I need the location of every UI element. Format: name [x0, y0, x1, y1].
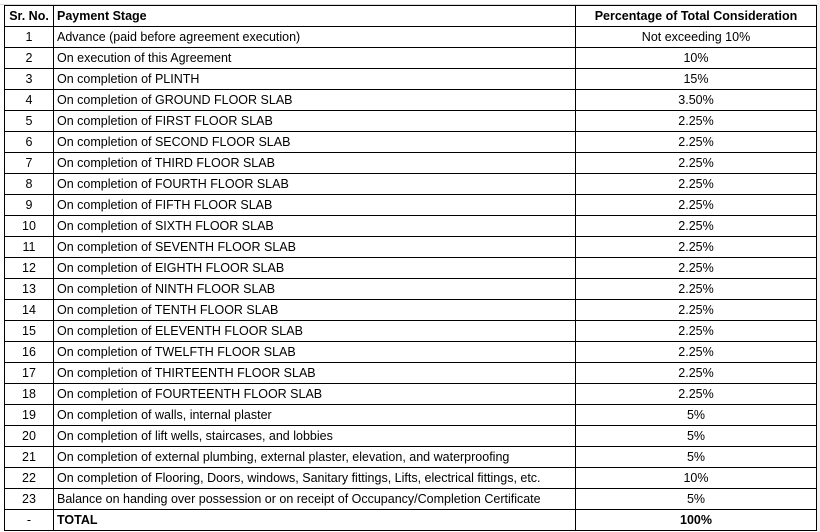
sr-no-cell[interactable]: 2	[5, 48, 54, 69]
table-row	[5, 27, 817, 48]
percentage-cell[interactable]: 2.25%	[576, 258, 817, 279]
sr-no-cell[interactable]: 12	[5, 258, 54, 279]
sr-no-cell[interactable]: 6	[5, 132, 54, 153]
payment-stage-cell[interactable]: On completion of FOURTEENTH FLOOR SLAB	[54, 384, 576, 405]
percentage-cell[interactable]: 2.25%	[576, 342, 817, 363]
sr-no-cell[interactable]: 5	[5, 111, 54, 132]
payment-stage-cell[interactable]: Balance on handing over possession or on receipt of Occupancy/Completion Certificate	[54, 489, 576, 510]
sr-no-cell[interactable]: 15	[5, 321, 54, 342]
table-row	[5, 174, 817, 195]
payment-stage-cell[interactable]: On completion of Flooring, Doors, windows, Sanitary fittings, Lifts, electrical fittings, etc.	[54, 468, 576, 489]
total-sr-cell[interactable]: -	[5, 510, 54, 531]
sr-no-cell[interactable]: 22	[5, 468, 54, 489]
header-sr-no[interactable]: Sr. No.	[5, 6, 54, 27]
percentage-cell[interactable]: 5%	[576, 405, 817, 426]
payment-stage-cell[interactable]: On completion of THIRTEENTH FLOOR SLAB	[54, 363, 576, 384]
table-row	[5, 342, 817, 363]
table-row	[5, 216, 817, 237]
table-row	[5, 195, 817, 216]
percentage-cell[interactable]: 2.25%	[576, 237, 817, 258]
percentage-cell[interactable]: 3.50%	[576, 90, 817, 111]
sr-no-cell[interactable]: 3	[5, 69, 54, 90]
payment-stage-cell[interactable]: On completion of TWELFTH FLOOR SLAB	[54, 342, 576, 363]
payment-stage-cell[interactable]: On execution of this Agreement	[54, 48, 576, 69]
payment-stage-cell[interactable]: On completion of ELEVENTH FLOOR SLAB	[54, 321, 576, 342]
sr-no-cell[interactable]: 7	[5, 153, 54, 174]
percentage-cell[interactable]: 2.25%	[576, 363, 817, 384]
payment-stage-cell[interactable]: On completion of lift wells, staircases, and lobbies	[54, 426, 576, 447]
payment-stage-cell[interactable]: On completion of SIXTH FLOOR SLAB	[54, 216, 576, 237]
table-row	[5, 90, 817, 111]
payment-stage-cell[interactable]: On completion of PLINTH	[54, 69, 576, 90]
total-label-cell[interactable]: TOTAL	[54, 510, 576, 531]
sr-no-cell[interactable]: 16	[5, 342, 54, 363]
percentage-cell[interactable]: 2.25%	[576, 321, 817, 342]
table-row	[5, 279, 817, 300]
payment-stage-cell[interactable]: On completion of TENTH FLOOR SLAB	[54, 300, 576, 321]
sr-no-cell[interactable]: 10	[5, 216, 54, 237]
sr-no-cell[interactable]: 21	[5, 447, 54, 468]
sr-no-cell[interactable]: 1	[5, 27, 54, 48]
payment-stage-cell[interactable]: On completion of walls, internal plaster	[54, 405, 576, 426]
percentage-cell[interactable]: Not exceeding 10%	[576, 27, 817, 48]
table-body	[5, 27, 817, 531]
table-row	[5, 447, 817, 468]
sr-no-cell[interactable]: 11	[5, 237, 54, 258]
header-payment-stage[interactable]: Payment Stage	[54, 6, 576, 27]
total-percentage-cell[interactable]: 100%	[576, 510, 817, 531]
percentage-cell[interactable]: 5%	[576, 426, 817, 447]
header-percentage[interactable]: Percentage of Total Consideration	[576, 6, 817, 27]
payment-stage-cell[interactable]: On completion of THIRD FLOOR SLAB	[54, 153, 576, 174]
header-row	[5, 6, 817, 27]
percentage-cell[interactable]: 15%	[576, 69, 817, 90]
payment-stage-cell[interactable]: On completion of GROUND FLOOR SLAB	[54, 90, 576, 111]
payment-stage-cell[interactable]: On completion of FIFTH FLOOR SLAB	[54, 195, 576, 216]
payment-stage-cell[interactable]: On completion of EIGHTH FLOOR SLAB	[54, 258, 576, 279]
table-row	[5, 48, 817, 69]
table-row	[5, 384, 817, 405]
table-row	[5, 405, 817, 426]
sr-no-cell[interactable]: 20	[5, 426, 54, 447]
percentage-cell[interactable]: 5%	[576, 489, 817, 510]
total-row	[5, 510, 817, 531]
percentage-cell[interactable]: 2.25%	[576, 279, 817, 300]
table-row	[5, 363, 817, 384]
table-row	[5, 153, 817, 174]
sr-no-cell[interactable]: 17	[5, 363, 54, 384]
table-row	[5, 489, 817, 510]
percentage-cell[interactable]: 2.25%	[576, 111, 817, 132]
payment-stage-cell[interactable]: Advance (paid before agreement execution)	[54, 27, 576, 48]
sr-no-cell[interactable]: 23	[5, 489, 54, 510]
percentage-cell[interactable]: 2.25%	[576, 384, 817, 405]
percentage-cell[interactable]: 2.25%	[576, 300, 817, 321]
table-row	[5, 258, 817, 279]
table-row	[5, 237, 817, 258]
payment-stage-cell[interactable]: On completion of FIRST FLOOR SLAB	[54, 111, 576, 132]
table-row	[5, 69, 817, 90]
table-row	[5, 321, 817, 342]
sr-no-cell[interactable]: 19	[5, 405, 54, 426]
payment-schedule-table	[4, 5, 817, 531]
percentage-cell[interactable]: 10%	[576, 468, 817, 489]
percentage-cell[interactable]: 2.25%	[576, 216, 817, 237]
payment-stage-cell[interactable]: On completion of external plumbing, external plaster, elevation, and waterproofing	[54, 447, 576, 468]
percentage-cell[interactable]: 2.25%	[576, 132, 817, 153]
percentage-cell[interactable]: 2.25%	[576, 153, 817, 174]
sr-no-cell[interactable]: 18	[5, 384, 54, 405]
payment-stage-cell[interactable]: On completion of FOURTH FLOOR SLAB	[54, 174, 576, 195]
sr-no-cell[interactable]: 4	[5, 90, 54, 111]
table-row	[5, 468, 817, 489]
table-row	[5, 132, 817, 153]
payment-stage-cell[interactable]: On completion of SECOND FLOOR SLAB	[54, 132, 576, 153]
sr-no-cell[interactable]: 13	[5, 279, 54, 300]
payment-stage-cell[interactable]: On completion of NINTH FLOOR SLAB	[54, 279, 576, 300]
sr-no-cell[interactable]: 14	[5, 300, 54, 321]
percentage-cell[interactable]: 2.25%	[576, 195, 817, 216]
table-row	[5, 111, 817, 132]
percentage-cell[interactable]: 10%	[576, 48, 817, 69]
sr-no-cell[interactable]: 8	[5, 174, 54, 195]
table-row	[5, 300, 817, 321]
percentage-cell[interactable]: 5%	[576, 447, 817, 468]
sr-no-cell[interactable]: 9	[5, 195, 54, 216]
percentage-cell[interactable]: 2.25%	[576, 174, 817, 195]
payment-stage-cell[interactable]: On completion of SEVENTH FLOOR SLAB	[54, 237, 576, 258]
table-row	[5, 426, 817, 447]
